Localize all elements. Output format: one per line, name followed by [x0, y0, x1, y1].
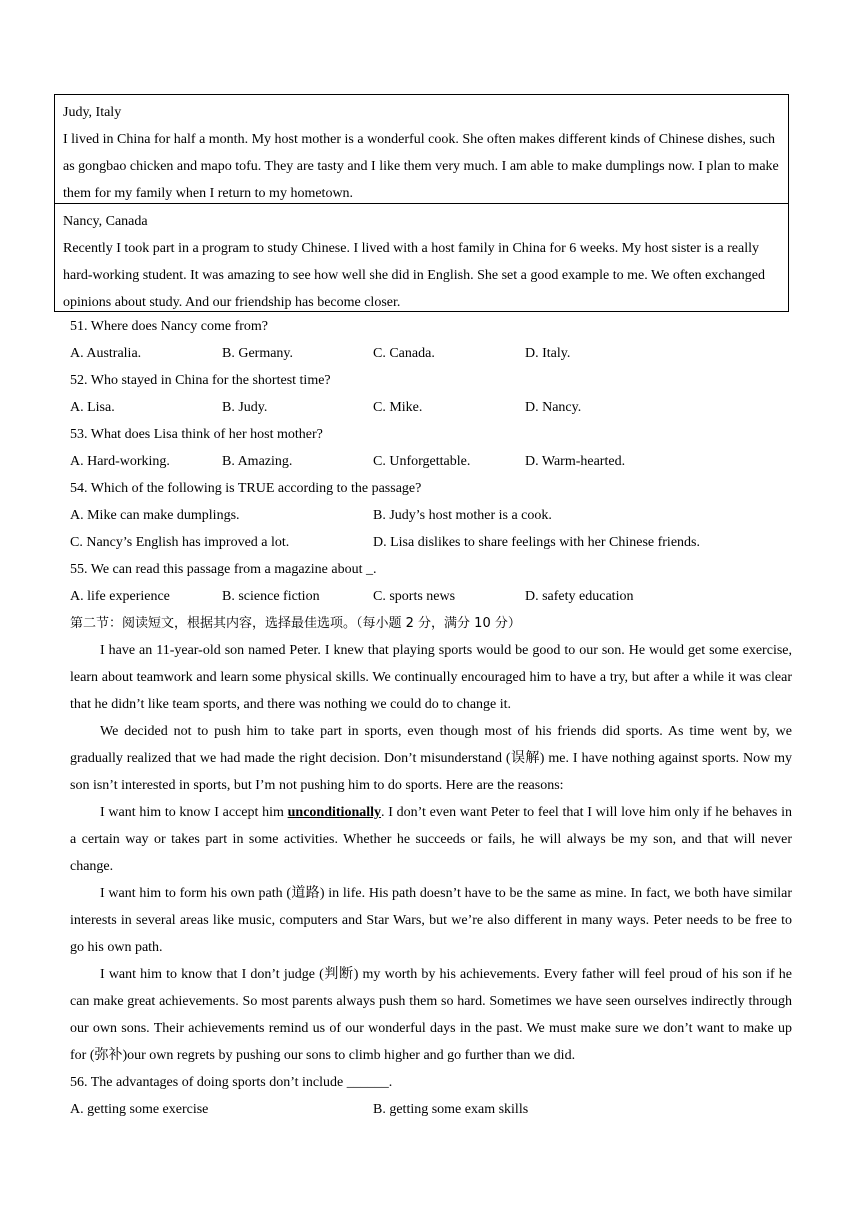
passage-paragraph-5: I want him to know that I don’t judge (判断) my worth by his achievements. Every father will feel proud of his son if he can make great achievements. So most parents always push them so hard. Sometimes we have seen ourselves indirectly through our own sons. Their achievements remind us of our wonderful days in the past. We must make sure we don’t want to make up for (弥补)our own regrets by pushing our sons to climb higher and go further than we did.: [70, 967, 792, 1063]
judy-text: I lived in China for half a month. My host mother is a wonderful cook. She often makes different kinds of Chinese dishes, such as gongbao chicken and mapo tofu. They are tasty and I like them very much. I am able to make dumplings now. I plan to make them for my family when I return to my hometown.: [63, 132, 779, 201]
passage-paragraph-4: I want him to form his own path (道路) in life. His path doesn’t have to be the same as mine. In fact, we both have similar interests in several areas like music, computers and Star Wars, but we’re also different in many ways. Peter needs to be free to go his own path.: [70, 886, 792, 955]
options-52: [70, 394, 792, 421]
options-54-ab: [70, 502, 792, 529]
options-54-cd: [70, 529, 792, 556]
option-53-c: C. Unforgettable.: [373, 454, 471, 469]
section-2-heading: 第二节：阅读短文，根据其内容，选择最佳选项。（每小题 2 分，满分 10 分）: [70, 616, 521, 631]
option-52-d: D. Nancy.: [525, 400, 582, 415]
question-52: 52. Who stayed in China for the shortest time?: [70, 373, 331, 388]
option-53-a: A. Hard-working.: [70, 454, 170, 469]
option-52-b: B. Judy.: [222, 400, 268, 415]
option-51-d: D. Italy.: [525, 346, 571, 361]
option-51-b: B. Germany.: [222, 346, 294, 361]
option-54-b: B. Judy’s host mother is a cook.: [373, 508, 552, 523]
option-51-c: C. Canada.: [373, 346, 435, 361]
question-55: 55. We can read this passage from a magazine about _.: [70, 562, 377, 577]
option-54-a: A. Mike can make dumplings.: [70, 508, 240, 523]
nancy-name: Nancy, Canada: [63, 214, 148, 229]
judy-name: Judy, Italy: [63, 105, 122, 120]
options-55: [70, 583, 792, 610]
option-55-d: D. safety education: [525, 589, 634, 604]
option-52-c: C. Mike.: [373, 400, 423, 415]
option-56-a: A. getting some exercise: [70, 1102, 209, 1117]
passage-paragraph-3: [70, 799, 792, 880]
nancy-box: [54, 203, 789, 312]
option-54-d: D. Lisa dislikes to share feelings with her Chinese friends.: [373, 535, 700, 550]
option-53-b: B. Amazing.: [222, 454, 293, 469]
passage-paragraph-2: We decided not to push him to take part in sports, even though most of his friends did sports. As time went by, we gradually realized that we had made the right decision. Don’t misunderstand (误解) me. I have nothing against sports. Now my son isn’t interested in sports, but I’m not pushing him to do sports. Here are the reasons:: [70, 724, 792, 793]
option-51-a: A. Australia.: [70, 346, 142, 361]
question-51: 51. Where does Nancy come from?: [70, 319, 268, 334]
passage-paragraph-1: I have an 11-year-old son named Peter. I knew that playing sports would be good to our son. He would get some exercise, learn about teamwork and learn some physical skills. We continually encouraged him to have a try, but after a while it was clear that he didn’t like team sports, and there was nothing we could do to change it.: [70, 643, 792, 712]
questions-and-passage: [70, 313, 792, 1123]
question-54: 54. Which of the following is TRUE according to the passage?: [70, 481, 422, 496]
option-52-a: A. Lisa.: [70, 400, 115, 415]
underlined-word: unconditionally: [287, 805, 382, 820]
paragraph-3-start: I want him to know I accept him: [100, 805, 288, 820]
question-53: 53. What does Lisa think of her host mother?: [70, 427, 323, 442]
options-56: [70, 1096, 792, 1123]
question-56: 56. The advantages of doing sports don’t include ______.: [70, 1075, 393, 1090]
paragraph-3-rest: . I don’t even want Peter to feel that I will love him only if he behaves in a certain way or takes part in some activities. Whether he succeeds or fails, he will always be my son, and that will never change.: [70, 805, 792, 874]
judy-box: [54, 94, 789, 204]
option-53-d: D. Warm-hearted.: [525, 454, 626, 469]
option-55-c: C. sports news: [373, 589, 456, 604]
option-56-b: B. getting some exam skills: [373, 1102, 529, 1117]
options-53: [70, 448, 792, 475]
option-55-a: A. life experience: [70, 589, 170, 604]
option-54-c: C. Nancy’s English has improved a lot.: [70, 535, 290, 550]
option-55-b: B. science fiction: [222, 589, 320, 604]
options-51: [70, 340, 792, 367]
nancy-text: Recently I took part in a program to study Chinese. I lived with a host family in China for 6 weeks. My host sister is a really hard-working student. It was amazing to see how well she did in English. She set a good example to me. We often exchanged opinions about study. And our friendship has become closer.: [63, 241, 765, 310]
